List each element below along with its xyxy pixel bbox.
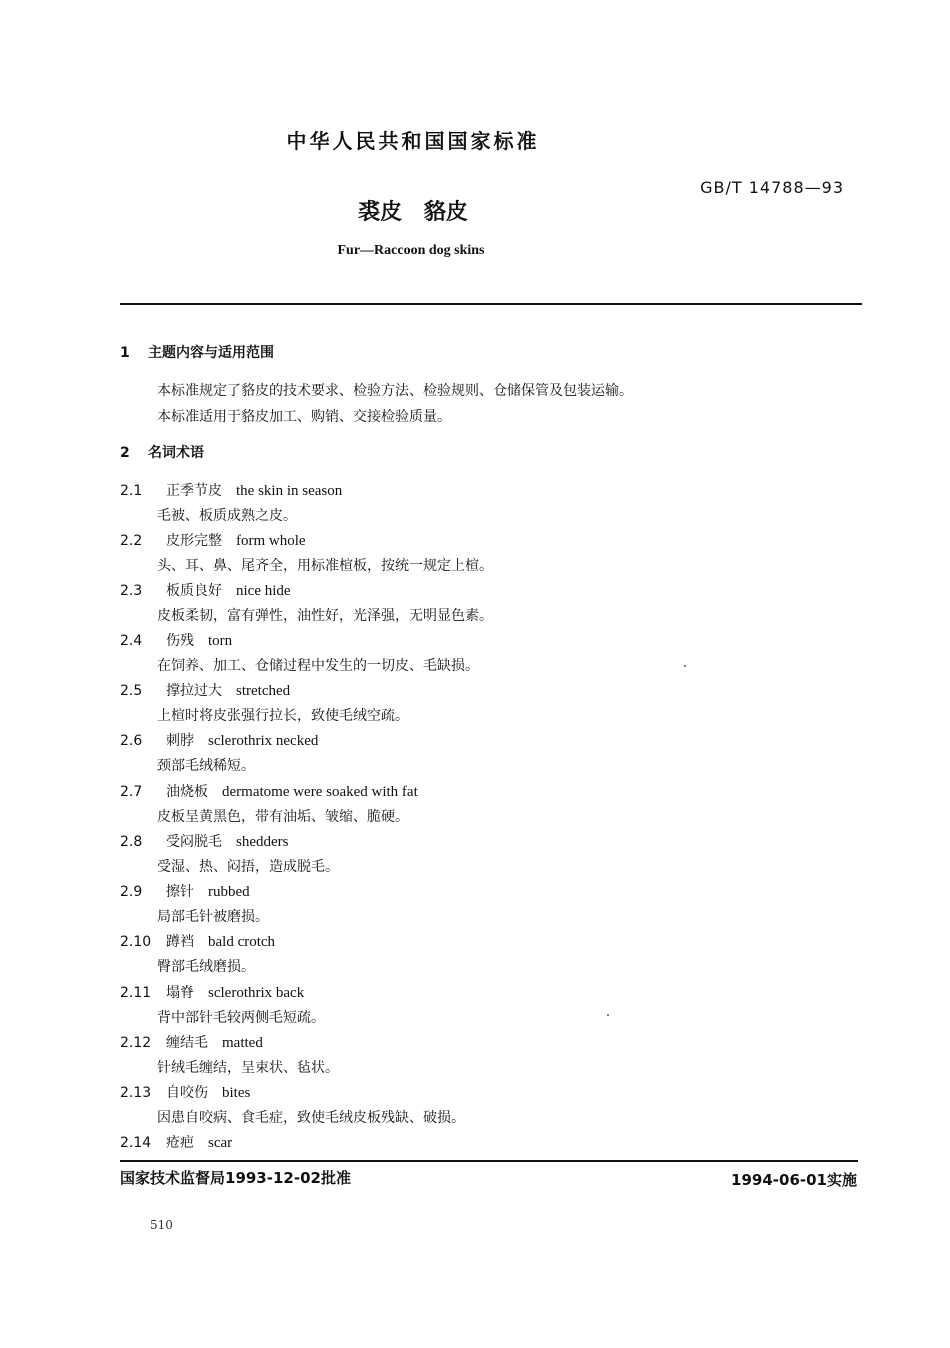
term-definition: 因患自咬病、食毛症，致使毛绒皮板残缺、破损。: [157, 1110, 465, 1126]
term-definition: 皮板柔韧，富有弹性，油性好，光泽强，无明显色素。: [157, 608, 493, 624]
term-english: scar: [208, 1135, 233, 1151]
term-english: rubbed: [208, 884, 250, 900]
term-english: bald crotch: [208, 934, 276, 950]
term-number: 2.5: [120, 683, 143, 699]
term-english: form whole: [236, 533, 306, 549]
header-divider: [120, 303, 862, 305]
term-definition: 毛被、板质成熟之皮。: [157, 508, 297, 524]
term-definition: 皮板呈黄黑色，带有油垢、皱缩、脆硬。: [157, 809, 409, 825]
term-entry: [120, 1082, 250, 1102]
term-entry: [120, 931, 275, 951]
term-definition: 在饲养、加工、仓储过程中发生的一切皮、毛缺损。: [157, 658, 479, 674]
title-chinese: 裘皮 貉皮: [358, 200, 468, 225]
section-1-heading: [120, 342, 274, 362]
section-number: 1: [120, 345, 130, 361]
term-chinese: 塌脊: [166, 985, 194, 1001]
paragraph: 本标准适用于貉皮加工、购销、交接检验质量。: [157, 409, 451, 425]
term-english: torn: [208, 633, 233, 649]
term-chinese: 擦针: [166, 884, 194, 900]
term-number: 2.2: [120, 533, 143, 549]
term-definition: 头、耳、鼻、尾齐全，用标准楦板，按统一规定上楦。: [157, 558, 493, 574]
term-number: 2.7: [120, 784, 143, 800]
term-chinese: 缠结毛: [166, 1035, 208, 1051]
term-number: 2.13: [120, 1085, 152, 1101]
term-english: dermatome were soaked with fat: [222, 784, 418, 800]
scan-speck: [607, 1014, 609, 1016]
term-entry: [120, 530, 306, 550]
term-chinese: 板质良好: [166, 583, 222, 599]
implementation-date: 1994-06-01实施: [731, 1171, 857, 1189]
page-number: 510: [150, 1218, 173, 1232]
paragraph: 本标准规定了貉皮的技术要求、检验方法、检验规则、仓储保管及包装运输。: [157, 383, 633, 399]
term-entry: [120, 730, 318, 750]
term-number: 2.9: [120, 884, 143, 900]
term-number: 2.6: [120, 733, 143, 749]
title-english: Fur—Raccoon dog skins: [337, 243, 485, 258]
term-number: 2.12: [120, 1035, 152, 1051]
term-english: sclerothrix necked: [208, 733, 319, 749]
national-standard-heading: 中华人民共和国国家标准: [286, 129, 540, 153]
term-chinese: 正季节皮: [166, 483, 222, 499]
term-entry: [120, 781, 418, 801]
term-chinese: 受闷脱毛: [166, 834, 222, 850]
scan-speck: [684, 665, 686, 667]
term-chinese: 撑拉过大: [166, 683, 222, 699]
term-chinese: 伤残: [166, 633, 194, 649]
term-number: 2.11: [120, 985, 152, 1001]
term-english: shedders: [236, 834, 289, 850]
term-entry: [120, 1132, 232, 1152]
term-chinese: 疮疤: [166, 1135, 194, 1151]
term-number: 2.1: [120, 483, 143, 499]
term-chinese: 蹲裆: [166, 934, 194, 950]
footer-divider: [120, 1160, 858, 1162]
term-english: the skin in season: [236, 483, 343, 499]
section-title: 主题内容与适用范围: [148, 345, 274, 361]
term-definition: 臀部毛绒磨损。: [157, 959, 255, 975]
term-definition: 上楦时将皮张强行拉长，致使毛绒空疏。: [157, 708, 409, 724]
term-english: sclerothrix back: [208, 985, 305, 1001]
term-entry: [120, 680, 290, 700]
term-entry: [120, 881, 250, 901]
term-definition: 背中部针毛较两侧毛短疏。: [157, 1010, 325, 1026]
standard-code: GB/T 14788—93: [700, 178, 844, 197]
term-entry: [120, 630, 232, 650]
term-english: nice hide: [236, 583, 291, 599]
section-title: 名词术语: [148, 445, 204, 461]
term-number: 2.3: [120, 583, 143, 599]
term-english: stretched: [236, 683, 291, 699]
term-chinese: 油烧板: [166, 784, 208, 800]
term-chinese: 皮形完整: [166, 533, 222, 549]
term-english: matted: [222, 1035, 263, 1051]
term-chinese: 自咬伤: [166, 1085, 208, 1101]
approval-date: 国家技术监督局1993-12-02批准: [120, 1169, 351, 1187]
term-chinese: 刺脖: [166, 733, 194, 749]
term-number: 2.4: [120, 633, 143, 649]
term-number: 2.10: [120, 934, 152, 950]
term-number: 2.8: [120, 834, 143, 850]
term-entry: [120, 982, 304, 1002]
section-number: 2: [120, 445, 130, 461]
term-entry: [120, 580, 291, 600]
term-definition: 颈部毛绒稀短。: [157, 758, 255, 774]
term-number: 2.14: [120, 1135, 152, 1151]
term-entry: [120, 831, 289, 851]
term-definition: 针绒毛缠结，呈束状、毡状。: [157, 1060, 339, 1076]
term-entry: [120, 480, 342, 500]
term-entry: [120, 1032, 263, 1052]
term-definition: 局部毛针被磨损。: [157, 909, 269, 925]
term-english: bites: [222, 1085, 251, 1101]
section-2-heading: [120, 442, 204, 462]
term-definition: 受湿、热、闷捂，造成脱毛。: [157, 859, 339, 875]
